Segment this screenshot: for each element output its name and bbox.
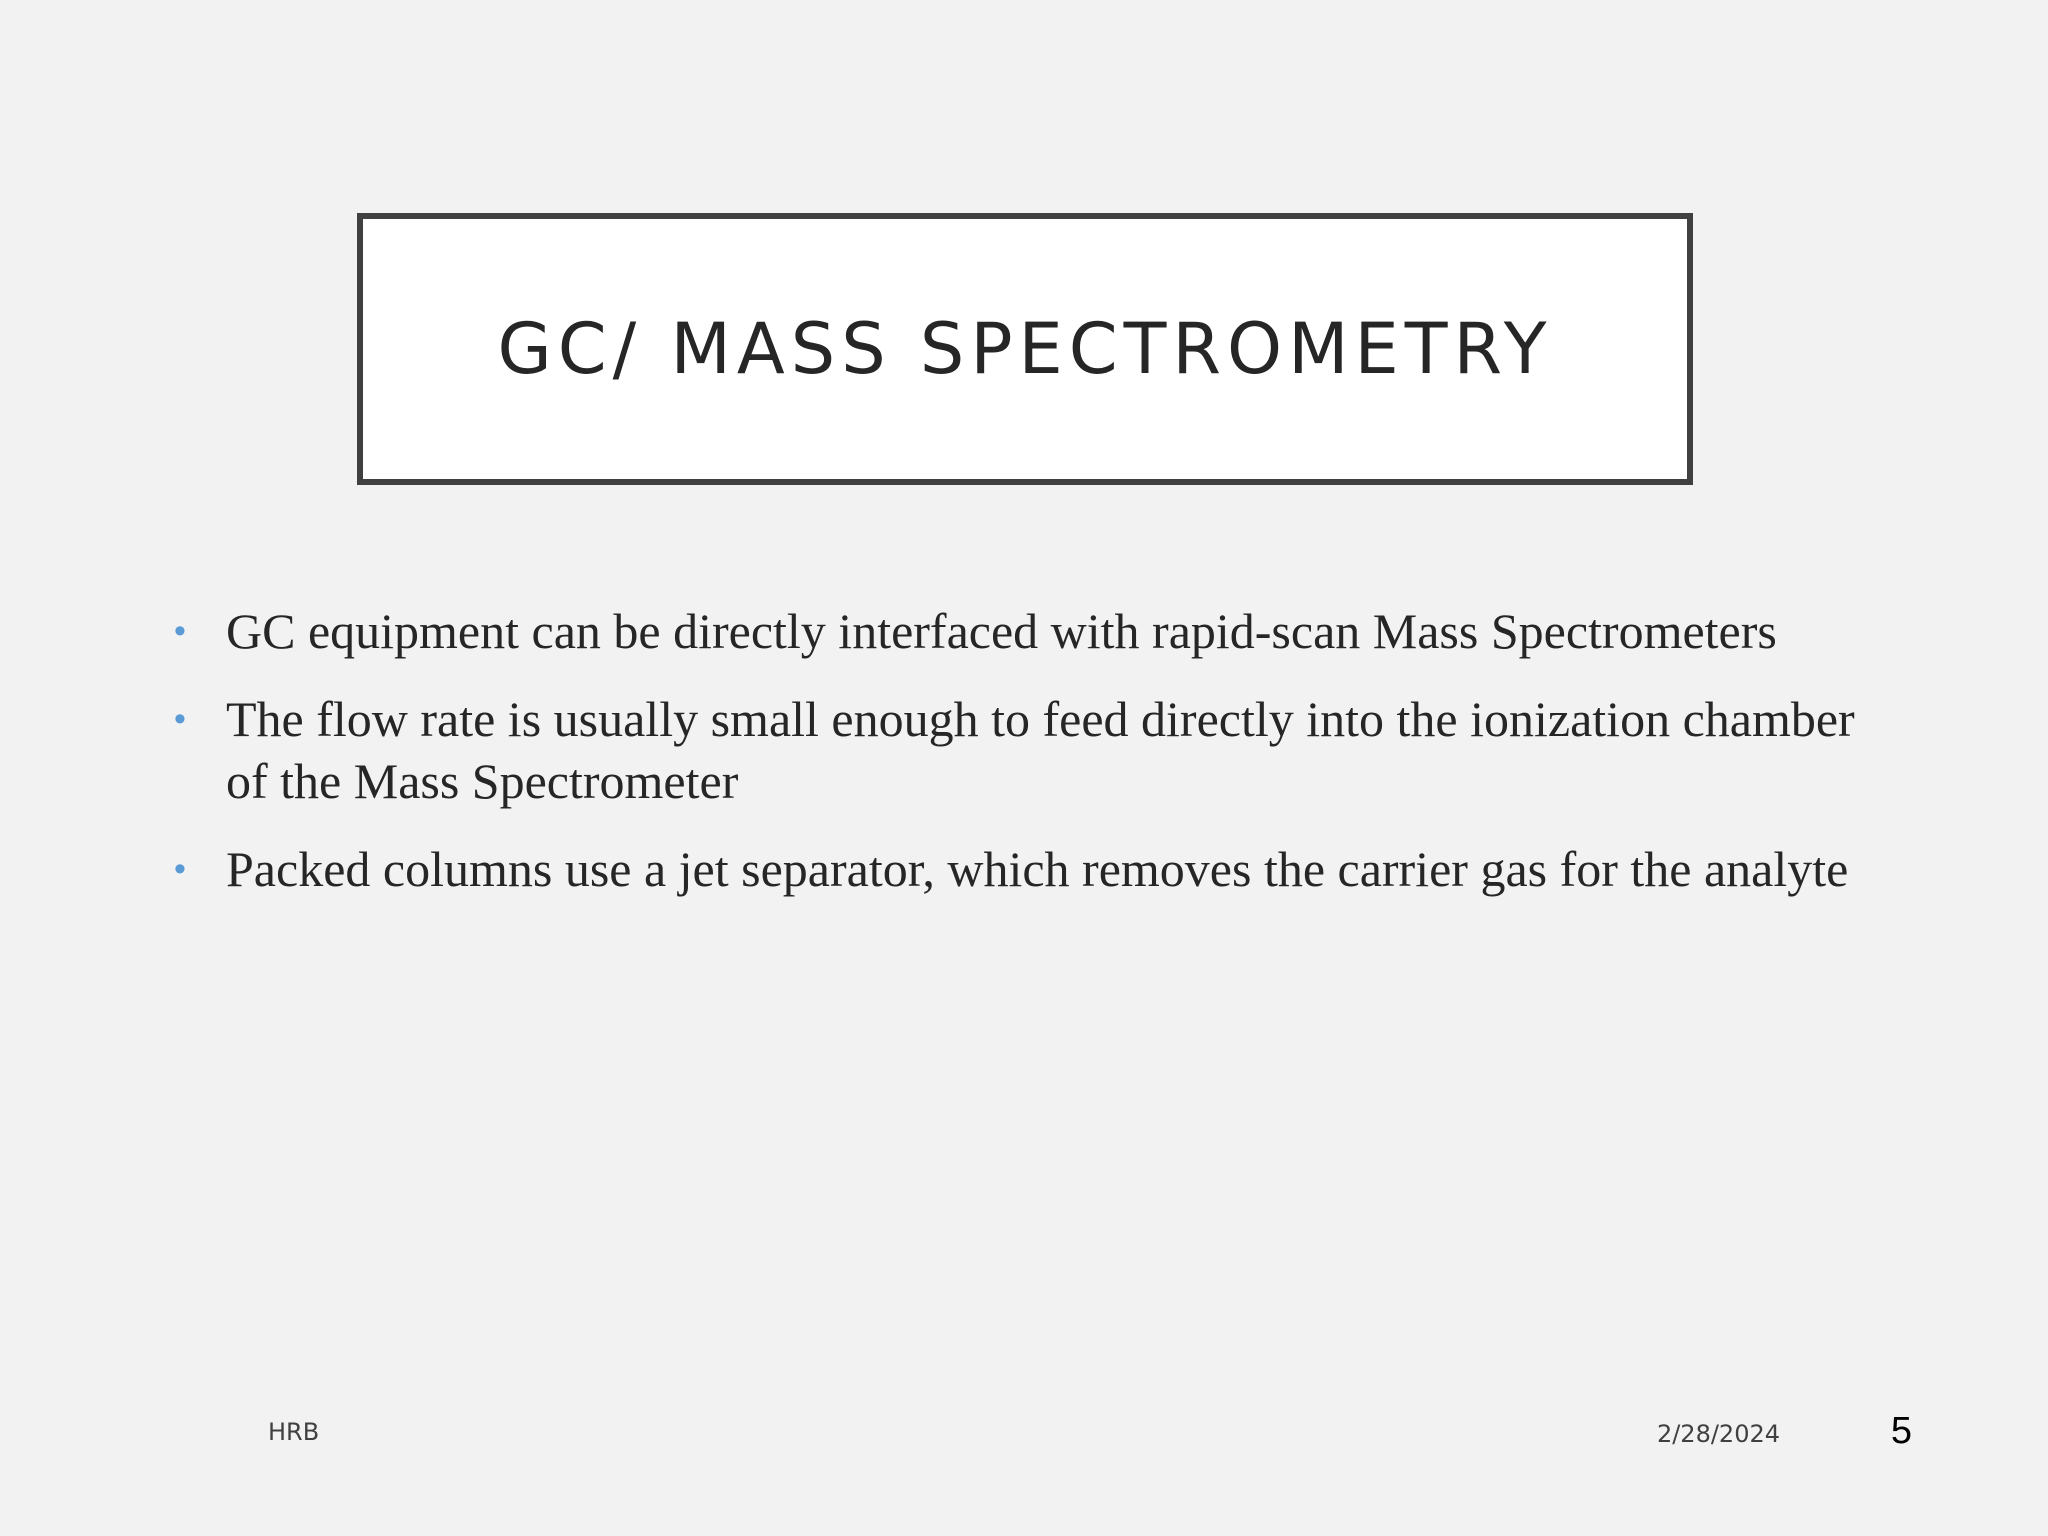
slide-title: GC/ MASS SPECTROMETRY bbox=[497, 308, 1553, 390]
bullet-text: GC equipment can be directly interfaced with rapid-scan Mass Spectrometers bbox=[226, 603, 1777, 659]
list-item bbox=[170, 688, 1890, 812]
bullet-list bbox=[170, 600, 1890, 926]
bullet-icon: • bbox=[174, 700, 186, 738]
footer-date: 2/28/2024 bbox=[1656, 1420, 1780, 1448]
footer-author: HRB bbox=[268, 1418, 320, 1446]
bullet-icon: • bbox=[174, 612, 186, 650]
list-item bbox=[170, 600, 1890, 662]
bullet-icon: • bbox=[174, 850, 186, 888]
list-item bbox=[170, 838, 1890, 900]
bullet-text: Packed columns use a jet separator, which removes the carrier gas for the analyte bbox=[226, 841, 1849, 897]
page-number: 5 bbox=[1890, 1410, 1912, 1452]
bullet-text: The flow rate is usually small enough to feed directly into the ionization chamber of the Mass Spectrometer bbox=[226, 691, 1855, 809]
title-box bbox=[357, 213, 1693, 485]
